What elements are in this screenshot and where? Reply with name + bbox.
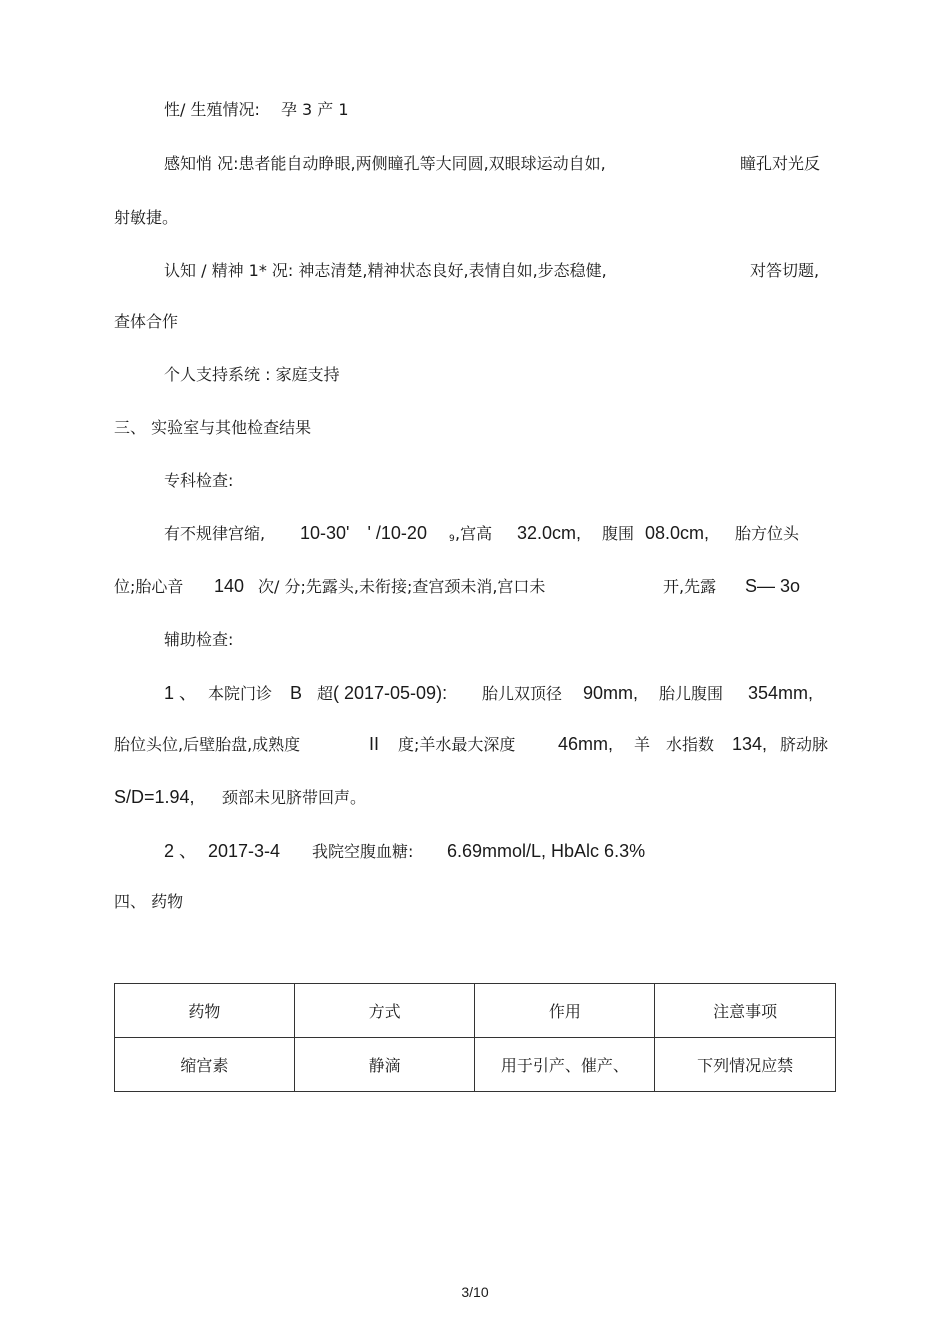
line-aux-1-a: 1 、: [164, 683, 198, 703]
line-perception-b: 瞳孔对光反: [740, 154, 821, 173]
line-exam-2-b: 140: [214, 576, 245, 596]
table-header-cell: 作用: [475, 984, 655, 1038]
table-header-row: [115, 984, 836, 1038]
line-exam-1-c: ,宫高: [455, 524, 493, 543]
line-aux-4-d: 6.69mmol/L, HbAlc 6.3%: [447, 841, 646, 861]
line-cognition-b: 对答切题,: [750, 261, 820, 280]
table-header-cell: 注意事项: [655, 984, 836, 1038]
line-exam-1-sup: 9: [449, 534, 455, 544]
line-exam-1-e: 腹围: [602, 524, 635, 543]
line-aux-2-d: 46mm,: [558, 734, 614, 754]
line-aux-1-f: 胎儿双顶径: [482, 684, 563, 703]
line-exam-2-e: S— 3o: [745, 576, 801, 596]
line-auxiliary-exam: 辅助检查:: [164, 630, 234, 649]
line-aux-2-e: 羊: [634, 735, 651, 754]
line-aux-1-g: 90mm,: [583, 683, 639, 703]
line-aux-2-h: 脐动脉: [780, 735, 829, 754]
line-exam-2-a: 位;胎心音: [114, 577, 184, 596]
line-perception-a: 感知悄 况:患者能自动睁眼,两侧瞳孔等大同圆,双眼球运动自如,: [164, 154, 606, 173]
medication-table: [114, 983, 836, 1092]
line-aux-2-c: 度;羊水最大深度: [398, 735, 516, 754]
line-aux-2-b: II: [369, 734, 380, 754]
line-aux-3-b: 颈部未见脐带回声。: [222, 788, 367, 807]
line-exam-1-a: 有不规律宫缩,: [164, 524, 266, 543]
line-aux-1-i: 354mm,: [748, 683, 814, 703]
line-aux-4-a: 2 、: [164, 841, 198, 861]
table-cell: 静滴: [294, 1038, 475, 1092]
table-header-cell: 方式: [294, 984, 475, 1038]
line-aux-1-e: ( 2017-05-09):: [333, 683, 448, 703]
line-aux-1-b: 本院门诊: [208, 684, 273, 703]
line-exam-1-g: 胎方位头: [735, 524, 800, 543]
line-aux-3-a: S/D=1.94,: [114, 787, 195, 807]
table-row: [115, 1038, 836, 1092]
line-aux-1-h: 胎儿腹围: [659, 684, 724, 703]
line-support-system: 个人支持系统 : 家庭支持: [164, 365, 340, 384]
table-cell: 缩宫素: [115, 1038, 295, 1092]
line-specialist-exam: 专科检查:: [164, 471, 234, 490]
line-exam-2-c: 次/ 分;先露头,未衔接;查宫颈未消,宫口未: [258, 577, 546, 596]
line-aux-1-d: 超: [317, 684, 334, 703]
line-aux-2-g: 134,: [732, 734, 768, 754]
line-cognition-c: 查体合作: [114, 312, 179, 331]
line-aux-1-c: B: [290, 683, 303, 703]
line-exam-1-b: 10-30' ' /10-20: [300, 523, 427, 543]
line-reproductive: 性/ 生殖情况: 孕 3 产 1: [164, 100, 349, 119]
page-number: 3/10: [461, 1284, 489, 1300]
line-exam-1-f: 08.0cm,: [645, 523, 710, 543]
section-heading-3: 三、 实验室与其他检查结果: [114, 418, 312, 437]
section-heading-4: 四、 药物: [114, 892, 184, 911]
table-cell: 下列情况应禁: [655, 1038, 836, 1092]
line-aux-4-c: 我院空腹血糖:: [312, 842, 414, 861]
table-cell: 用于引产、催产、: [475, 1038, 655, 1092]
line-cognition-a: 认知 / 精神 1* 况: 神志清楚,精神状态良好,表情自如,步态稳健,: [164, 261, 607, 280]
line-exam-2-d: 开,先露: [663, 577, 717, 596]
line-aux-4-b: 2017-3-4: [208, 841, 281, 861]
line-aux-2-f: 水指数: [666, 735, 715, 754]
line-perception-c: 射敏捷。: [114, 208, 179, 227]
table-header-cell: 药物: [115, 984, 295, 1038]
line-aux-2-a: 胎位头位,后壁胎盘,成熟度: [114, 735, 301, 754]
line-exam-1-d: 32.0cm,: [517, 523, 582, 543]
